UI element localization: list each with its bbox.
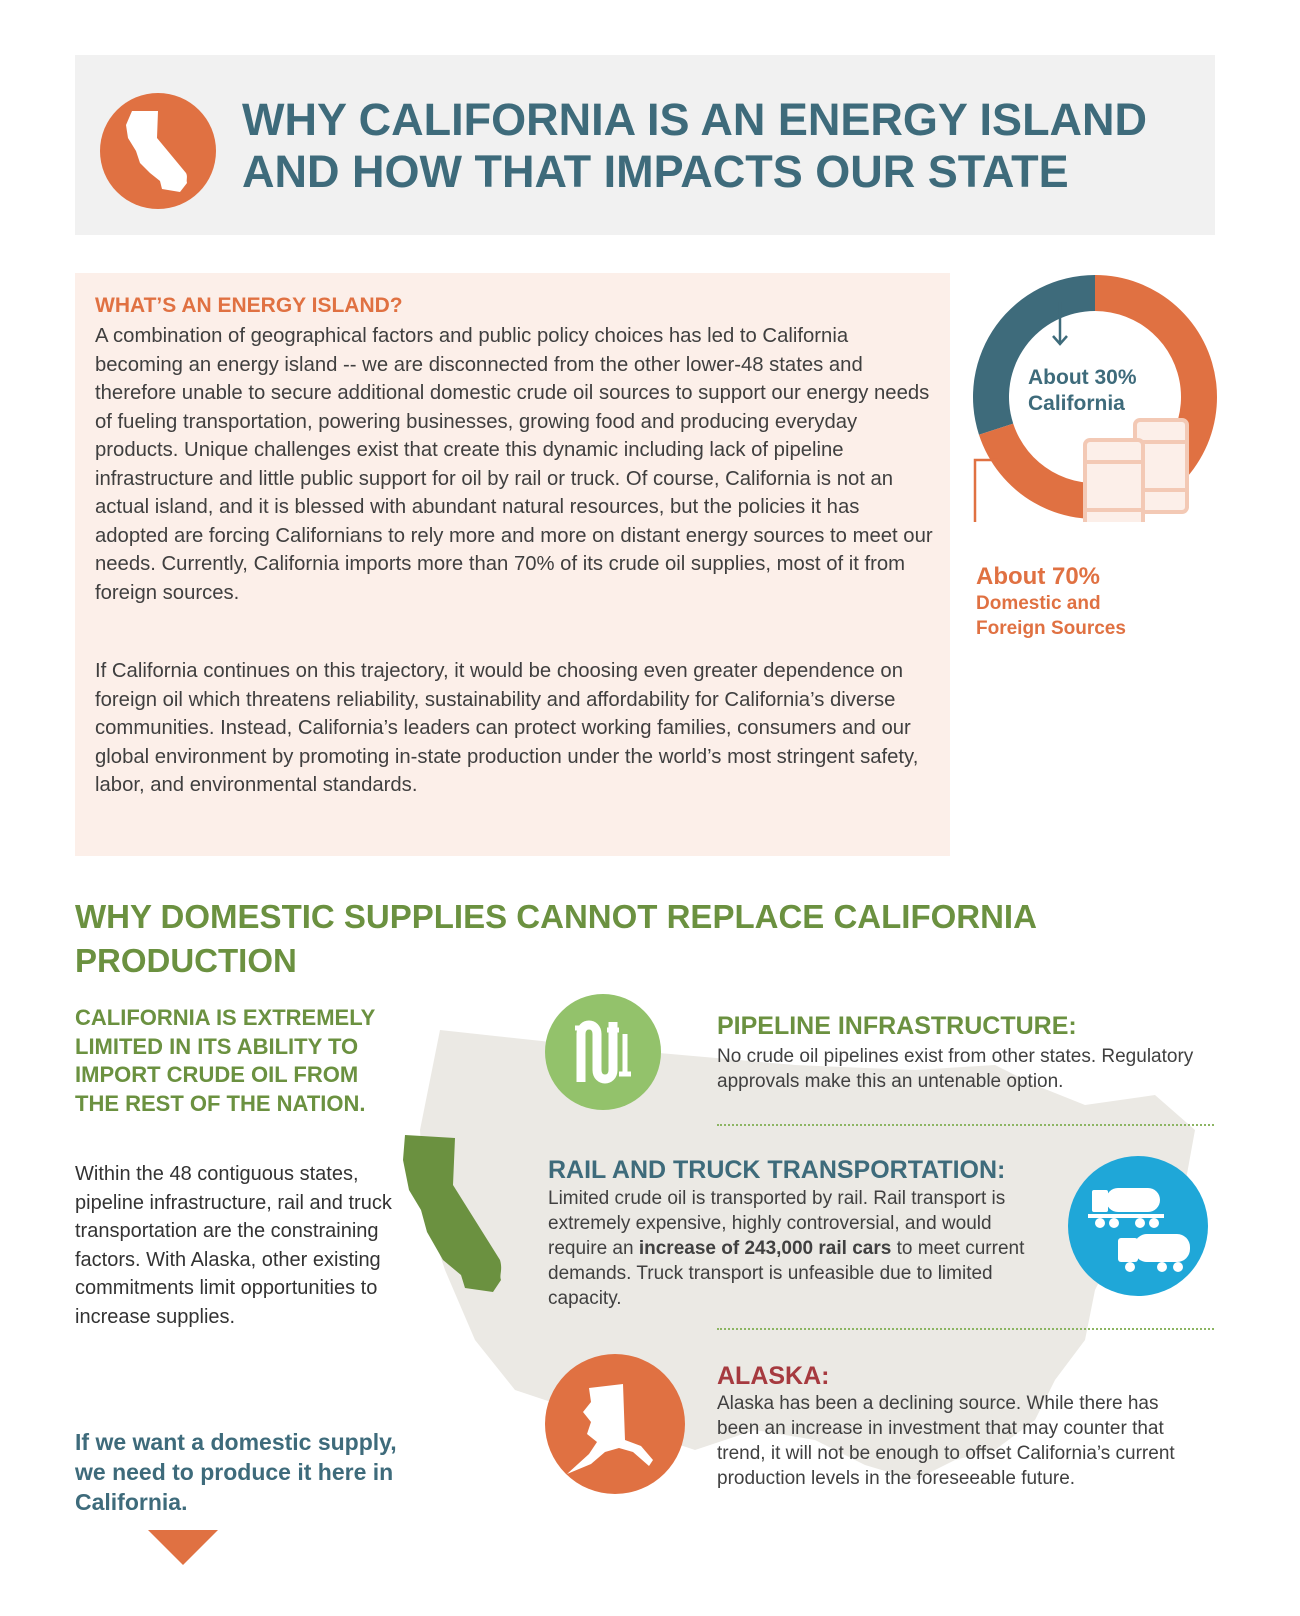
alaska-body: Alaska has been a declining source. While there has been an increase in investment that may counter that trend, it will not be enough to offset California’s current production levels in the foreseeable future.: [717, 1393, 1175, 1489]
california-share-value: About 30%: [1028, 366, 1137, 389]
energy-island-paragraph-2: If California continues on this trajectory, it would be choosing even greater dependence on foreign oil which threatens reliability, sustainability and affordability for California’s diverse communities. Instead, California’s leaders can protect working families, consumers and our global environment by promoting in-state production under the world’s most stringent safety, labor, and environmental standards.: [95, 660, 919, 796]
page-title: WHY CALIFORNIA IS AN ENERGY ISLAND AND HOW THAT IMPACTS OUR STATE: [242, 94, 1148, 197]
pipeline-body: No crude oil pipelines exist from other states. Regulatory approvals make this an untenable option.: [717, 1046, 1194, 1092]
california-share-label: [1028, 365, 1137, 417]
import-share-value: About 70%: [976, 563, 1101, 590]
pipeline-badge: [545, 994, 661, 1110]
rail-truck-body-end: to meet current demands. Truck transport is unfeasible due to limited capacity.: [548, 1238, 1025, 1309]
arrow-down-icon: [970, 460, 998, 522]
california-limited-body: Within the 48 contiguous states, pipeline infrastructure, rail and truck transportation are the constraining factors. With Alaska, other existing commitments limit opportunities to increase supplies.: [75, 1163, 392, 1328]
alaska-badge: [545, 1354, 685, 1494]
rail-truck-badge: [1068, 1156, 1208, 1296]
domestic-supply-callout: If we want a domestic supply, we need to produce it here in California.: [75, 1429, 397, 1515]
california-state-icon: [100, 93, 216, 209]
rail-truck-title: RAIL AND TRUCK TRANSPORTATION:: [548, 1156, 1006, 1184]
domestic-supplies-heading: WHY DOMESTIC SUPPLIES CANNOT REPLACE CALIFORNIA PRODUCTION: [75, 898, 1036, 979]
divider: [717, 1328, 1214, 1330]
import-share-name: Domestic and Foreign Sources: [976, 593, 1126, 639]
pipeline-icon: [545, 994, 661, 1110]
rail-truck-body: [548, 1186, 1048, 1311]
header-badge: [100, 93, 216, 209]
alaska-title: ALASKA:: [717, 1362, 830, 1390]
divider: [717, 1124, 1214, 1126]
rail-cars-highlight: increase of 243,000 rail cars: [638, 1238, 892, 1259]
oil-barrels-icon: [1085, 420, 1187, 522]
import-share-label: [976, 563, 1126, 641]
california-limited-heading: CALIFORNIA IS EXTREMELY LIMITED IN ITS ABILITY TO IMPORT CRUDE OIL FROM THE REST OF THE NATION.: [75, 1005, 375, 1116]
triangle-down-icon: [148, 1530, 218, 1565]
energy-island-paragraph-1: A combination of geographical factors and public policy choices has led to California becoming an energy island -- we are disconnected from the other lower-48 states and therefore unable to secure additional domestic crude oil sources to support our energy needs of fueling transportation, powering businesses, growing food and producing everyday products. Unique challenges exist that create this dynamic including lack of pipeline infrastructure and little public support for oil by rail or truck. Of course, California is not an actual island, and it is blessed with abundant natural resources, but the policies it has adopted are forcing Californians to rely more and more on distant energy sources to meet our needs. Currently, California imports more than 70% of its crude oil supplies, most of it from foreign sources.: [95, 325, 933, 604]
pipeline-title: PIPELINE INFRASTRUCTURE:: [717, 1012, 1077, 1040]
rail-truck-body-start: Limited crude oil is transported by rail. Rail transport is extremely expensive, highly controversial, and would require an: [548, 1188, 1006, 1259]
energy-island-heading: WHAT’S AN ENERGY ISLAND?: [95, 294, 403, 317]
california-share-name: California: [1028, 392, 1125, 415]
alaska-icon: [545, 1354, 685, 1494]
rail-truck-icon: [1068, 1156, 1208, 1296]
